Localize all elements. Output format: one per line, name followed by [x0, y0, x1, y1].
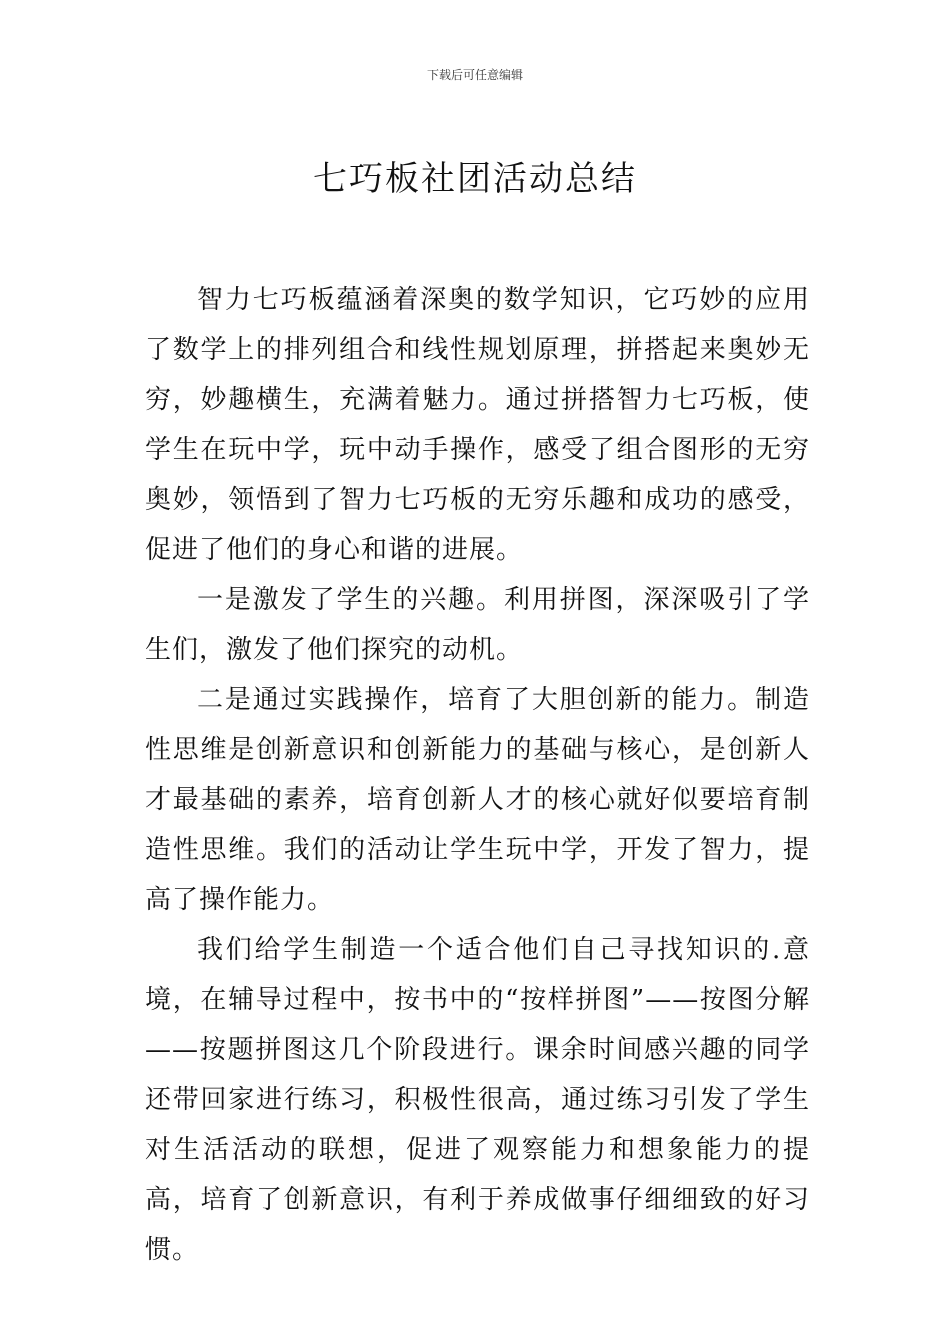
document-title: 七巧板社团活动总结 — [313, 158, 637, 199]
paragraph-1: 智力七巧板蕴涵着深奥的数学知识，它巧妙的应用了数学上的排列组合和线性规划原理，拼搭起来奥妙无穷，妙趣横生，充满着魅力。通过拼搭智力七巧板，使学生在玩中学，玩中动手操作，感受了组合图形的无穷奥妙，领悟到了智力七巧板的无穷乐趣和成功的感受，促进了他们的身心和谐的进展。 — [145, 285, 810, 565]
paragraph-4: 我们给学生制造一个适合他们自己寻找知识的.意境，在辅导过程中，按书中的“按样拼图”——按图分解——按题拼图这几个阶段进行。课余时间感兴趣的同学还带回家进行练习，积极性很高，通过练习引发了学生对生活活动的联想，促进了观察能力和想象能力的提高，培育了创新意识，有利于养成做事仔细细致的好习惯。 — [145, 935, 810, 1265]
paragraph-3: 二是通过实践操作，培育了大胆创新的能力。制造性思维是创新意识和创新能力的基础与核心，是创新人才最基础的素养，培育创新人才的核心就好似要培育制造性思维。我们的活动让学生玩中学，开发了智力，提高了操作能力。 — [145, 685, 810, 915]
document-body — [145, 275, 810, 1275]
header-note: 下载后可任意编辑 — [426, 68, 523, 82]
paragraph-2: 一是激发了学生的兴趣。利用拼图，深深吸引了学生们，激发了他们探究的动机。 — [145, 585, 810, 665]
